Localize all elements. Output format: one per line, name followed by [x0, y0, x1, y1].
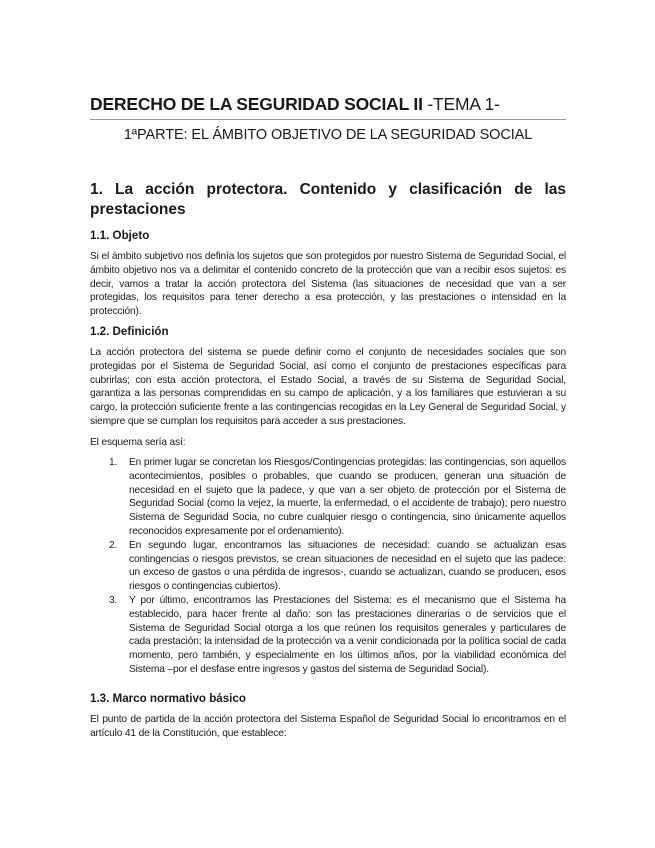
esquema-list: [90, 456, 566, 677]
list-item: [90, 456, 566, 539]
paragraph-marco: El punto de partida de la acción protectora del Sistema Español de Seguridad Social lo encontramos en el artículo 41 de la Constitución, que establece:: [90, 714, 566, 739]
list-item-text: En primer lugar se concretan los Riesgos/Contingencias protegidas: las contingencias, son aquellos acontecimientos, posibles o probables, que cuando se producen, generan una situación de necesidad en el sujeto que la padece, y que van a ser objeto de protección por el Sistema de Seguridad Social (como la vejez, la muerte, la enfermedad, o el accidente de trabajo); pero nuestro Sistema de Seguridad Socia, no cubre cualquier riesgo o contingencia, sino únicamente aquellos reconocidos expresamente por el ordenamiento).: [129, 457, 566, 537]
part-title: 1ªPARTE: EL ÁMBITO OBJETIVO DE LA SEGURIDAD SOCIAL: [123, 127, 533, 143]
list-item: [90, 594, 566, 677]
list-item-number: 2.: [109, 539, 118, 551]
paragraph-esquema: El esquema sería así:: [90, 437, 186, 448]
title-divider: [90, 119, 566, 120]
paragraph-definicion: La acción protectora del sistema se puede definir como el conjunto de necesidades sociales que son protegidas por el Sistema de Seguridad Social, así como el conjunto de prestaciones específicas para cubrirlas; con esta acción protectora, el Estado Social, a través de su Sistema de Seguridad Social, garantiza a las personas comprendidas en su campo de aplicación, y a los familiares que estuvieran a su cargo, la protección suficiente frente a las contingencias recogidas en la Ley General de Seguridad Social, y siempre que se cumplan los requisitos para acceder a sus prestaciones.: [90, 347, 566, 427]
list-item: [90, 539, 566, 594]
list-item-text: Y por último, encontramos las Prestaciones del Sistema: es el mecanismo que el Sistema ha establecido, para hacer frente al daño: son las prestaciones dinerarias o de servicios que el Sistema de Seguridad Social otorga a los que reúnen los requisitos generales y particulares de cada prestación; la intensidad de la protección va a venir condicionada por la política social de cada momento, pero también, y especialmente en los últimos años, por la viabilidad económica del Sistema –por el desfase entre ingresos y gastos del sistema de Seguridad Social).: [129, 594, 566, 675]
list-item-number: 1.: [109, 457, 118, 468]
document-title: [90, 93, 566, 115]
subsection-heading-marco: 1.3. Marco normativo básico: [90, 692, 246, 705]
section-heading-1: 1. La acción protectora. Contenido y clasificación de las prestaciones: [90, 181, 566, 218]
subsection-heading-definicion: 1.2. Definición: [90, 325, 169, 338]
list-item-number: 3.: [109, 594, 118, 606]
document-title-suffix: -TEMA 1-: [422, 94, 500, 114]
subsection-heading-objeto: 1.1. Objeto: [90, 229, 150, 242]
document-title-bold: DERECHO DE LA SEGURIDAD SOCIAL II: [90, 94, 423, 114]
list-item-text: En segundo lugar, encontramos las situaciones de necesidad: cuando se actualizan esas contingencias o riesgos previstos, se crean situaciones de necesidad en el sujeto que las padece: un exceso de gastos o una pérdida de ingresos-, cuando se actualizan, cuando se producen, esos riesgos o contingencias cubiertos).: [129, 539, 566, 593]
paragraph-objeto: Si el ámbito subjetivo nos definía los sujetos que son protegidos por nuestro Sistema de Seguridad Social, el ámbito objetivo nos va a delimitar el contenido concreto de la protección que van a recibir esos sujetos: es decir, vamos a tratar la acción protectora del Sistema (las situaciones de necesidad que van a ser protegidas, los requisitos para tener derecho a esa protección, y las prestaciones o intensidad en la protección).: [90, 251, 566, 318]
